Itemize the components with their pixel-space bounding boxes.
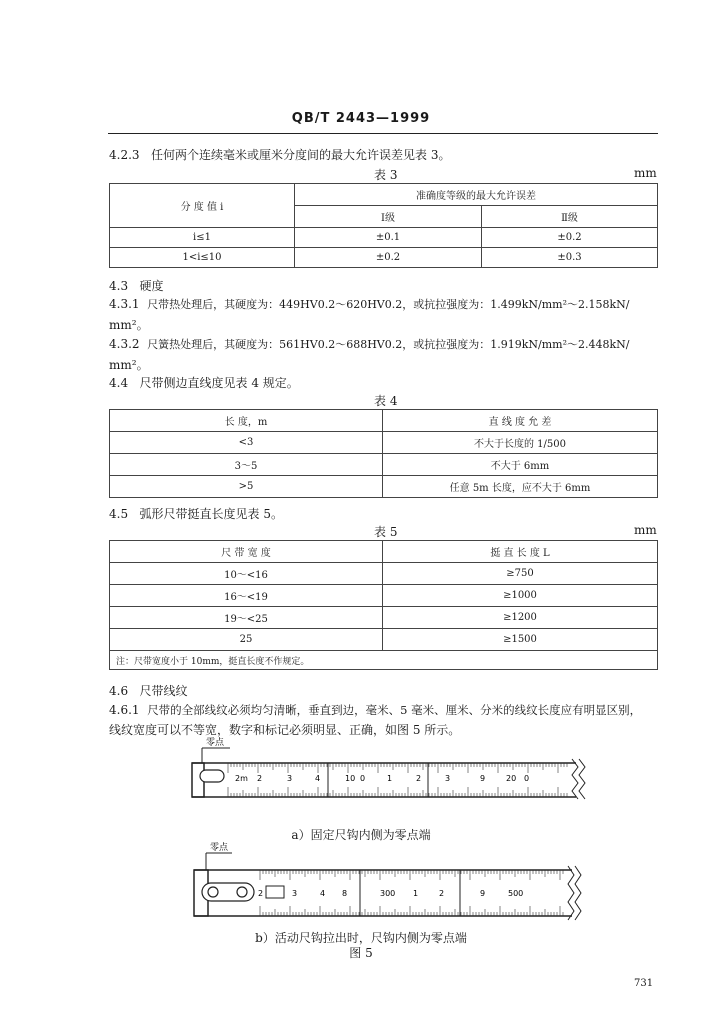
table5: [109, 540, 658, 670]
tape-number: 2: [416, 774, 422, 783]
clause-text: 尺带侧边直线度见表 4 规定。: [139, 376, 299, 390]
table-cell: 不大于 6mm: [383, 454, 658, 476]
table-cell: ≥1500: [383, 629, 658, 651]
tape-number: 300: [380, 889, 396, 898]
table4-caption: 表 4: [374, 394, 398, 408]
table-cell: ≥1200: [383, 607, 658, 629]
table-row: [110, 476, 658, 498]
boxed-marker-icon: [266, 886, 284, 898]
clause-number: 4.6: [109, 684, 129, 698]
table-row: [110, 432, 658, 454]
clause-number: 4.5: [109, 507, 129, 521]
clause-number: 4.2.3: [109, 148, 140, 162]
table5-unit: mm: [634, 523, 657, 537]
clause-text: 弧形尺带挺直长度见表 5。: [139, 507, 283, 521]
table-row: [110, 585, 658, 607]
figure5a-caption: a）固定尺钩内侧为零点端: [291, 828, 431, 842]
tape-number: 3: [287, 774, 293, 783]
table-cell: 10～<16: [110, 563, 383, 585]
tape-number: 2m: [235, 774, 248, 783]
table5-header-width: 尺 带 宽 度: [110, 541, 383, 563]
clause-number: 4.3.2: [109, 337, 140, 351]
tape-numbers: [235, 774, 529, 783]
tape-number: 500: [508, 889, 524, 898]
table-cell: ±0.1: [295, 228, 482, 248]
tape-number: 1: [387, 774, 393, 783]
table5-caption: 表 5: [374, 525, 398, 539]
table-cell: 19～<25: [110, 607, 383, 629]
table3: [109, 183, 658, 268]
table-cell: <3: [110, 432, 383, 454]
tape-number: 2: [258, 889, 264, 898]
table-row: [110, 454, 658, 476]
table4: [109, 409, 658, 498]
table3-unit: mm: [634, 166, 657, 180]
figure5b-caption: b）活动尺钩拉出时，尺钩内侧为零点端: [255, 931, 467, 945]
tape-number: 4: [315, 774, 321, 783]
clause-4-3: [109, 277, 164, 294]
table3-subheader-2: Ⅱ级: [482, 206, 658, 228]
clause-4-5: [109, 505, 283, 522]
page-number: 731: [634, 978, 654, 989]
table-cell: 16～<19: [110, 585, 383, 607]
clause-text: 尺带的全部线纹必须均匀清晰，垂直到边，毫米、5 毫米、厘米、分米的线纹长度应有明显区别，: [147, 703, 642, 717]
table-cell: ≥1000: [383, 585, 658, 607]
table-row: [110, 629, 658, 651]
tape-number: 1: [413, 889, 419, 898]
figure5b-tape: [180, 840, 600, 924]
tape-numbers: [258, 889, 523, 898]
clause-number: 4.4: [109, 376, 129, 390]
table-cell: ±0.3: [482, 248, 658, 268]
tape-number: 10: [345, 774, 356, 783]
zero-label-a: 零点: [206, 738, 225, 748]
table-row: [110, 248, 658, 268]
table-cell: ±0.2: [295, 248, 482, 268]
tape-number: 2: [439, 889, 445, 898]
rivet-icon: [208, 887, 218, 897]
tape-number: 20: [506, 774, 517, 783]
table-cell: 3～5: [110, 454, 383, 476]
tape-break-mark: [568, 866, 574, 920]
header-rule: [108, 133, 658, 134]
table-cell: 任意 5m 长度，应不大于 6mm: [383, 476, 658, 498]
clause-text: 硬度: [139, 279, 164, 293]
table5-note: 注：尺带宽度小于 10mm，挺直长度不作规定。: [110, 651, 658, 670]
table3-subheader-1: Ⅰ级: [295, 206, 482, 228]
table-cell: ≥750: [383, 563, 658, 585]
table-row: [110, 563, 658, 585]
table-cell: ±0.2: [482, 228, 658, 248]
table-row: [110, 607, 658, 629]
table-cell: 25: [110, 629, 383, 651]
zero-label-b: 零点: [210, 843, 229, 853]
tape-break-mark: [575, 866, 581, 920]
table4-header-length: 长 度，m: [110, 410, 383, 432]
clause-4-4: [109, 374, 299, 391]
table3-group-header: 准确度等级的最大允许误差: [295, 184, 658, 206]
table4-header-tolerance: 直 线 度 允 差: [383, 410, 658, 432]
hook-slot-icon: [200, 770, 224, 782]
clause-number: 4.3.1: [109, 297, 140, 311]
clause-4-3-2-cont: mm²。: [109, 358, 149, 372]
table-cell: 1<i≤10: [110, 248, 295, 268]
clause-text: 任何两个连续毫米或厘米分度间的最大允许误差见表 3。: [151, 148, 451, 162]
clause-4-3-1-cont: mm²。: [109, 318, 149, 332]
tape-break-mark: [572, 759, 578, 799]
table5-header-length: 挺 直 长 度 L: [383, 541, 658, 563]
tape-number: 3: [292, 889, 298, 898]
clause-4-3-1: [109, 296, 629, 312]
tape-break-mark: [579, 759, 585, 799]
tape-number: 9: [480, 774, 486, 783]
clause-4-6-1: [109, 702, 641, 718]
tape-number: 4: [320, 889, 326, 898]
table-row: [110, 228, 658, 248]
clause-4-6: [109, 682, 188, 699]
table-cell: 不大于长度的 1/500: [383, 432, 658, 454]
figure5a-tape: [180, 735, 600, 807]
tape-number: 0: [360, 774, 366, 783]
tape-number: 0: [524, 774, 530, 783]
rivet-icon: [237, 887, 247, 897]
figure5-title: 图 5: [349, 946, 373, 960]
clause-number: 4.6.1: [109, 703, 140, 717]
clause-4-3-2: [109, 336, 629, 352]
tape-number: 2: [257, 774, 263, 783]
clause-text: 尺带线纹: [139, 684, 188, 698]
table-cell: i≤1: [110, 228, 295, 248]
table3-caption: 表 3: [374, 168, 398, 182]
standard-code: QB/T 2443—1999: [291, 111, 431, 126]
table-cell: >5: [110, 476, 383, 498]
clause-4-6-1-cont: 线纹宽度可以不等宽，数字和标记必须明显、正确，如图 5 所示。: [109, 723, 461, 737]
table3-col1-header: 分 度 值 i: [110, 184, 295, 228]
clause-number: 4.3: [109, 279, 129, 293]
clause-text: 尺带热处理后，其硬度为：449HV0.2～620HV0.2，或抗拉强度为：1.499kN/mm²～2.158kN/: [147, 298, 630, 311]
tape-number: 3: [445, 774, 451, 783]
tape-number: 9: [480, 889, 486, 898]
clause-4-2-3: [109, 146, 450, 163]
clause-text: 尺簧热处理后，其硬度为：561HV0.2～688HV0.2，或抗拉强度为：1.919kN/mm²～2.448kN/: [147, 338, 630, 351]
tape-number: 8: [342, 889, 348, 898]
